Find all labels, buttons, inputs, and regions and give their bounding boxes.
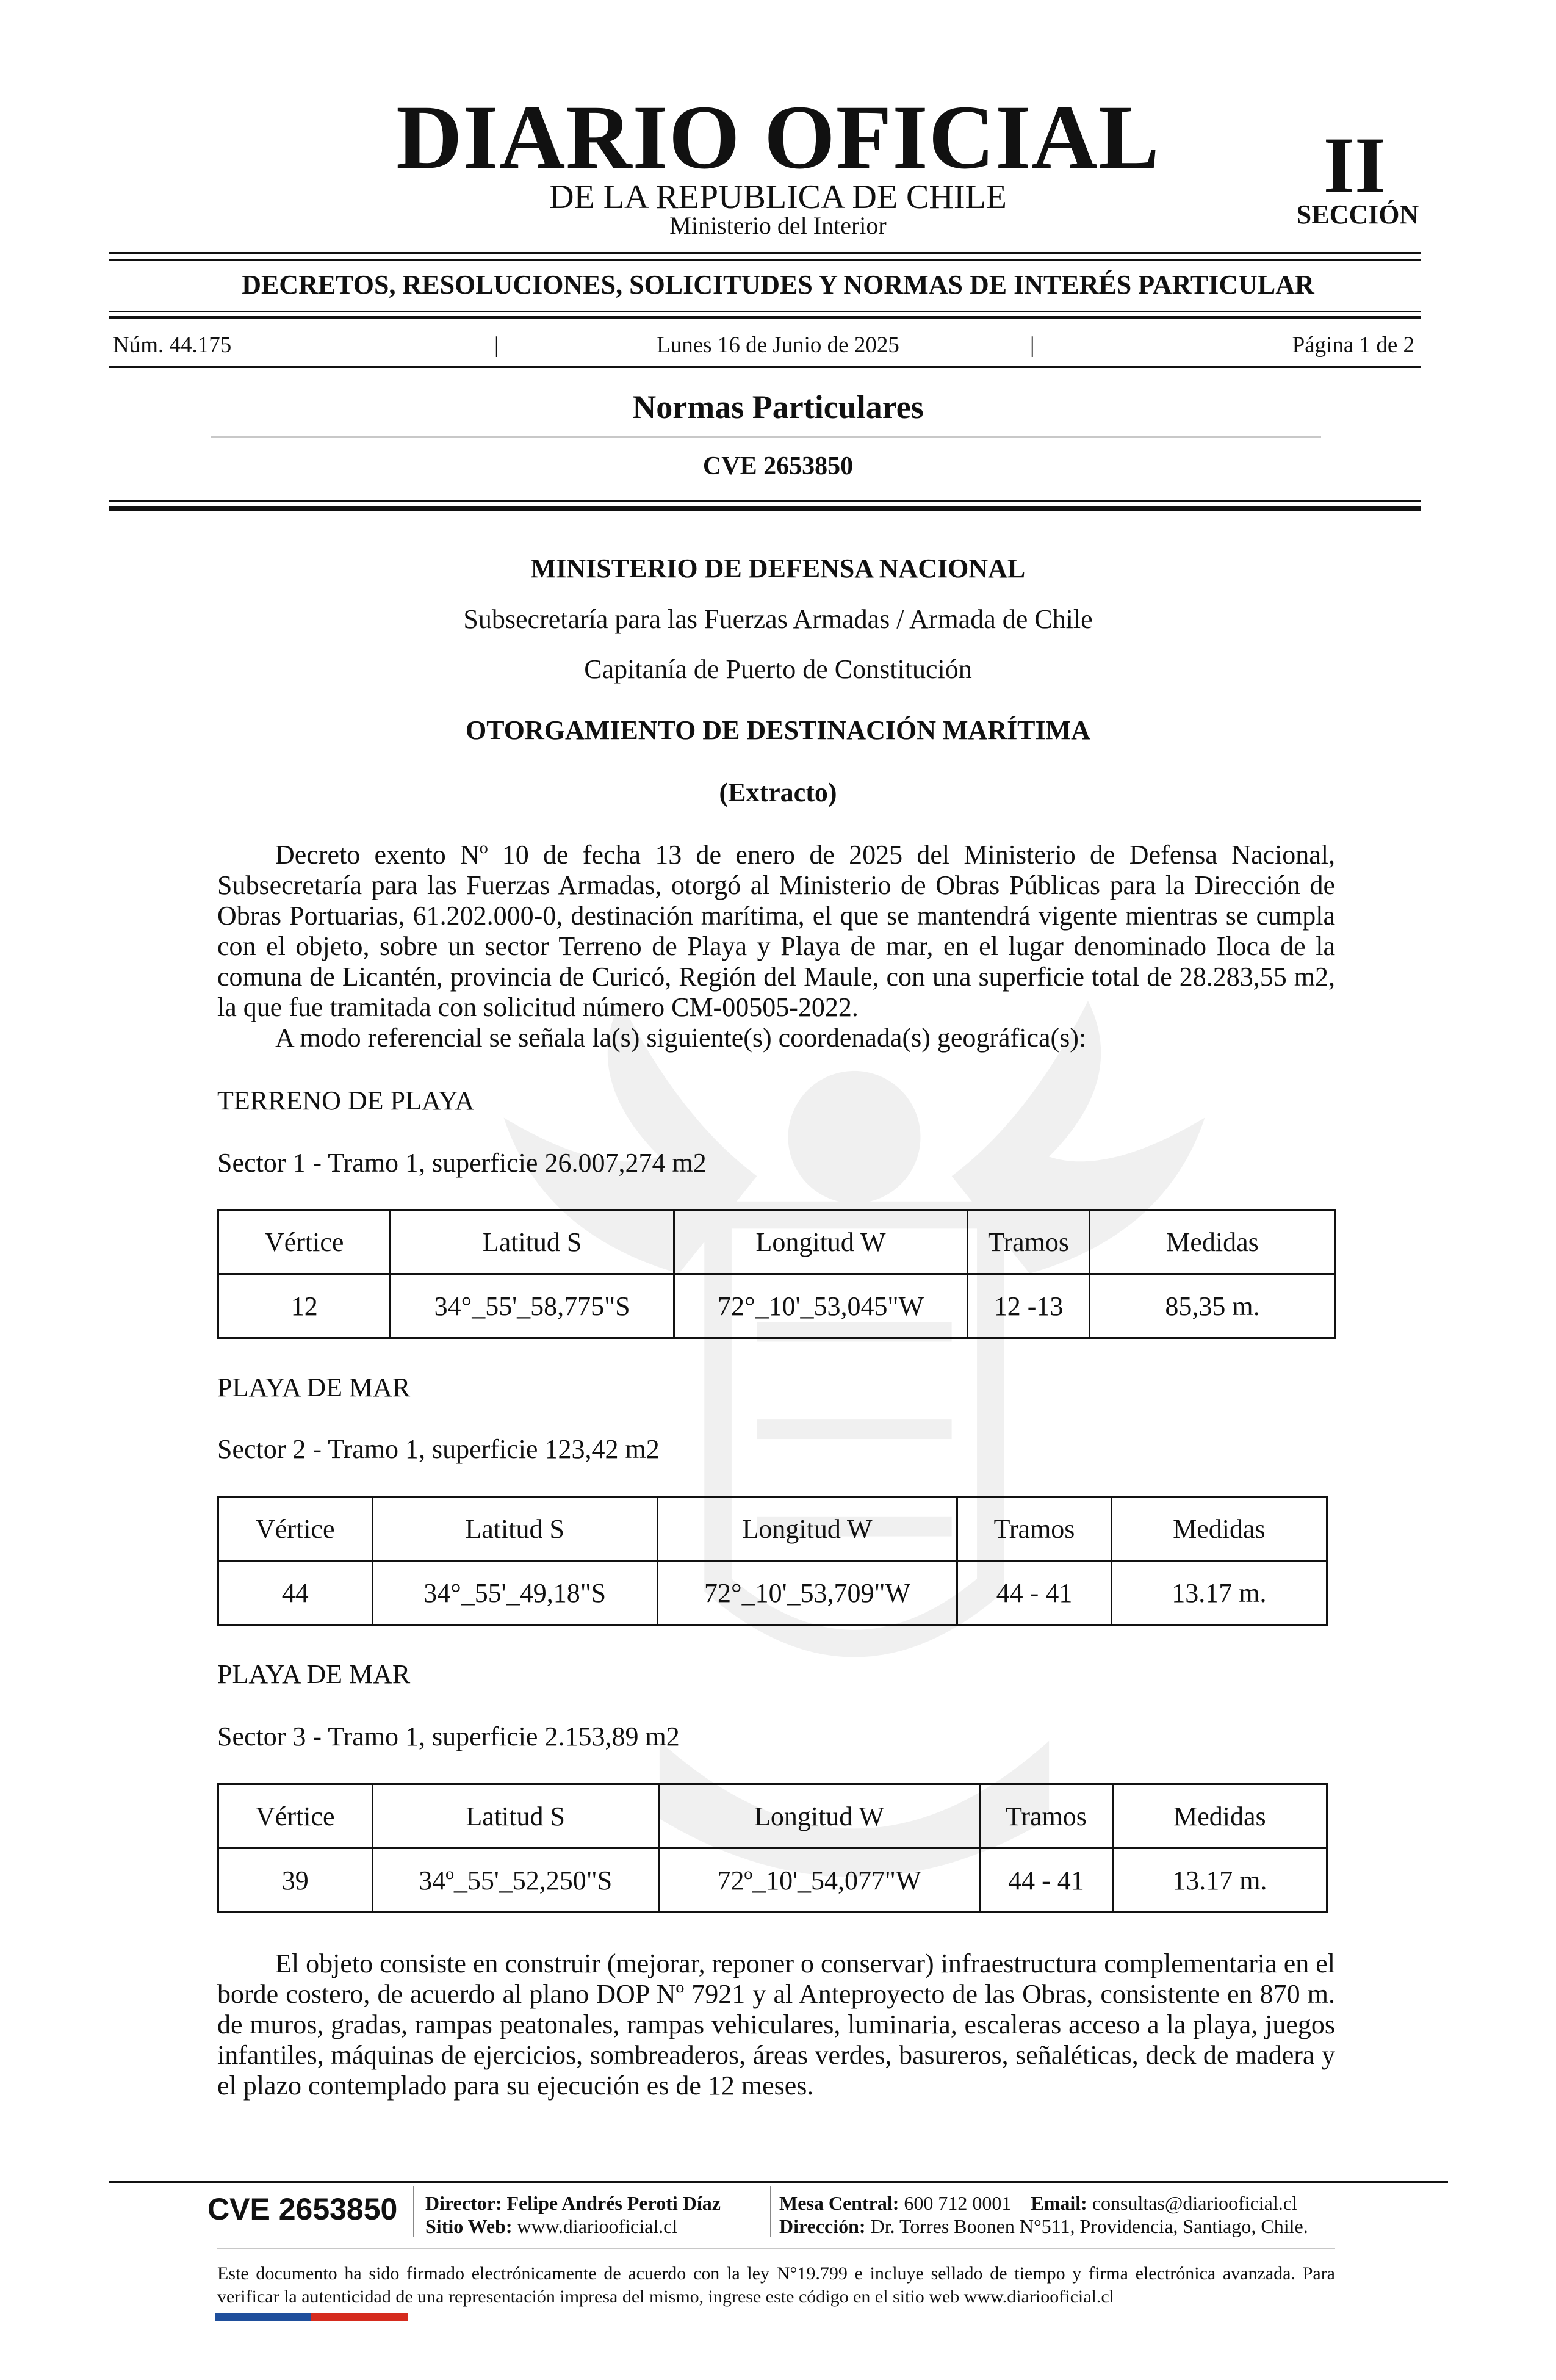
issue-date: Lunes 16 de Junio de 2025 (657, 333, 899, 358)
table-cell: 44 - 41 (980, 1848, 1113, 1913)
divider (770, 2186, 771, 2237)
flag-stripe-red (311, 2313, 408, 2321)
column-header: Longitud W (657, 1497, 957, 1561)
divider (413, 2186, 414, 2237)
flag-stripe-blue (215, 2313, 311, 2321)
address-label: Dirección: (779, 2215, 866, 2237)
masthead-ministry: Ministerio del Interior (669, 212, 887, 239)
column-header: Latitud S (372, 1784, 658, 1848)
footer-contact (779, 2191, 1308, 2238)
table-cell: 44 - 41 (957, 1561, 1112, 1625)
section-number: II (1323, 120, 1386, 210)
director-label: Director: (425, 2192, 502, 2214)
column-header: Medidas (1111, 1497, 1327, 1561)
area-category: PLAYA DE MAR (217, 1372, 411, 1402)
masthead-title: DIARIO OFICIAL (396, 87, 1160, 188)
column-header: Tramos (968, 1210, 1090, 1274)
address-text: Dr. Torres Boonen N°511, Providencia, Santiago, Chile. (870, 2215, 1308, 2237)
director-name: Felipe Andrés Peroti Díaz (506, 2192, 721, 2214)
document-subtitle: (Extracto) (719, 777, 837, 807)
table-cell: 72°_10'_53,045"W (674, 1274, 967, 1338)
page-indicator: Página 1 de 2 (1292, 333, 1414, 358)
table-cell: 34°_55'_49,18"S (372, 1561, 657, 1625)
issue-number: Núm. 44.175 (113, 333, 232, 358)
document-subsecretariat: Subsecretaría para las Fuerzas Armadas / Armada de Chile (463, 604, 1093, 634)
cve-code: CVE 2653850 (702, 452, 854, 480)
divider (109, 506, 1421, 511)
coordinates-table (217, 1209, 1336, 1339)
coordinates-table (217, 1496, 1328, 1626)
body-paragraph: Decreto exento Nº 10 de fecha 13 de enero de 2025 del Ministerio de Defensa Nacional, Subsecretaría para las Fuerzas Armadas, otorgó al Ministerio de Obras Públicas para la Dirección de Obras Portuarias, 61.202.000-0, destinación marítima, el que se mantendrá vigente mientras se cumpla con el objeto, sobre un sector Terreno de Playa y Playa de mar, en el lugar denominado Iloca de la comuna de Licantén, provincia de Curicó, Región del Maule, con una superficie total de 28.283,55 m2, la que fue tramitada con solicitud número CM-00505-2022. (217, 840, 1335, 1022)
table-cell: 12 (218, 1274, 391, 1338)
divider (109, 316, 1421, 319)
column-header: Latitud S (372, 1497, 657, 1561)
column-header: Longitud W (658, 1784, 979, 1848)
section-label: SECCIÓN (1296, 200, 1419, 229)
document-title: OTORGAMIENTO DE DESTINACIÓN MARÍTIMA (466, 715, 1090, 745)
body-paragraph: A modo referencial se señala la(s) siguiente(s) coordenada(s) geográfica(s): (275, 1023, 1087, 1053)
phone-number: 600 712 0001 (904, 2192, 1012, 2214)
legal-note: Este documento ha sido firmado electrónicamente de acuerdo con la ley N°19.799 e incluye sellado de tiempo y firma electrónica avanzada. Para verificar la autenticidad de una representación impresa del mismo, ingrese este código en el sitio web www.diariooficial.cl (217, 2263, 1335, 2307)
phone-label: Mesa Central: (779, 2192, 899, 2214)
section-banner: DECRETOS, RESOLUCIONES, SOLICITUDES Y NORMAS DE INTERÉS PARTICULAR (242, 270, 1314, 300)
column-header: Vértice (218, 1784, 373, 1848)
table-row (218, 1561, 1327, 1625)
footer-director (425, 2191, 721, 2238)
table-header-row (218, 1784, 1327, 1848)
table-cell: 39 (218, 1848, 373, 1913)
info-separator: | (1030, 333, 1035, 358)
column-header: Tramos (957, 1497, 1112, 1561)
masthead-subtitle: DE LA REPUBLICA DE CHILE (549, 178, 1007, 216)
area-category: TERRENO DE PLAYA (217, 1086, 475, 1116)
info-separator: | (494, 333, 499, 358)
divider (217, 2248, 1335, 2249)
coordinates-table (217, 1783, 1328, 1913)
table-cell: 12 -13 (968, 1274, 1090, 1338)
divider (109, 366, 1421, 368)
website-link[interactable]: www.diariooficial.cl (517, 2215, 678, 2237)
divider (109, 311, 1421, 312)
footer-cve-code: CVE 2653850 (207, 2192, 398, 2226)
divider (211, 436, 1321, 438)
table-header-row (218, 1210, 1336, 1274)
table-row (218, 1274, 1336, 1338)
table-cell: 34°_55'_58,775"S (391, 1274, 674, 1338)
email-link[interactable]: consultas@diariooficial.cl (1092, 2192, 1297, 2214)
document-ministry: MINISTERIO DE DEFENSA NACIONAL (530, 554, 1026, 583)
divider (109, 500, 1421, 502)
column-header: Vértice (218, 1497, 373, 1561)
divider (109, 252, 1421, 254)
footer-divider (109, 2181, 1448, 2183)
column-header: Vértice (218, 1210, 391, 1274)
table-header-row (218, 1497, 1327, 1561)
sector-caption: Sector 3 - Tramo 1, superficie 2.153,89 m2 (217, 1722, 680, 1751)
sector-caption: Sector 2 - Tramo 1, superficie 123,42 m2 (217, 1434, 660, 1464)
column-header: Longitud W (674, 1210, 967, 1274)
body-paragraph: El objeto consiste en construir (mejorar, reponer o conservar) infraestructura complementaria en el borde costero, de acuerdo al plano DOP Nº 7921 y al Anteproyecto de las Obras, consistente en 870 m. de muros, gradas, rampas peatonales, rampas vehiculares, luminaria, escaleras acceso a la playa, juegos infantiles, máquinas de ejercicios, sombreaderos, áreas verdes, basureros, señaléticas, deck de madera y el plazo contemplado para su ejecución es de 12 meses. (217, 1949, 1335, 2101)
email-label: Email: (1031, 2192, 1087, 2214)
table-cell: 13.17 m. (1112, 1848, 1327, 1913)
column-header: Latitud S (391, 1210, 674, 1274)
area-category: PLAYA DE MAR (217, 1659, 411, 1689)
table-cell: 72º_10'_54,077"W (658, 1848, 979, 1913)
table-row (218, 1848, 1327, 1913)
column-header: Tramos (980, 1784, 1113, 1848)
table-cell: 44 (218, 1561, 373, 1625)
divider (109, 259, 1421, 261)
table-cell: 34º_55'_52,250"S (372, 1848, 658, 1913)
category-heading: Normas Particulares (632, 389, 924, 425)
table-cell: 85,35 m. (1089, 1274, 1335, 1338)
column-header: Medidas (1112, 1784, 1327, 1848)
document-office: Capitanía de Puerto de Constitución (584, 654, 972, 684)
website-label: Sitio Web: (425, 2215, 513, 2237)
table-cell: 13.17 m. (1111, 1561, 1327, 1625)
column-header: Medidas (1089, 1210, 1335, 1274)
table-cell: 72°_10'_53,709"W (657, 1561, 957, 1625)
sector-caption: Sector 1 - Tramo 1, superficie 26.007,274 m2 (217, 1148, 707, 1178)
